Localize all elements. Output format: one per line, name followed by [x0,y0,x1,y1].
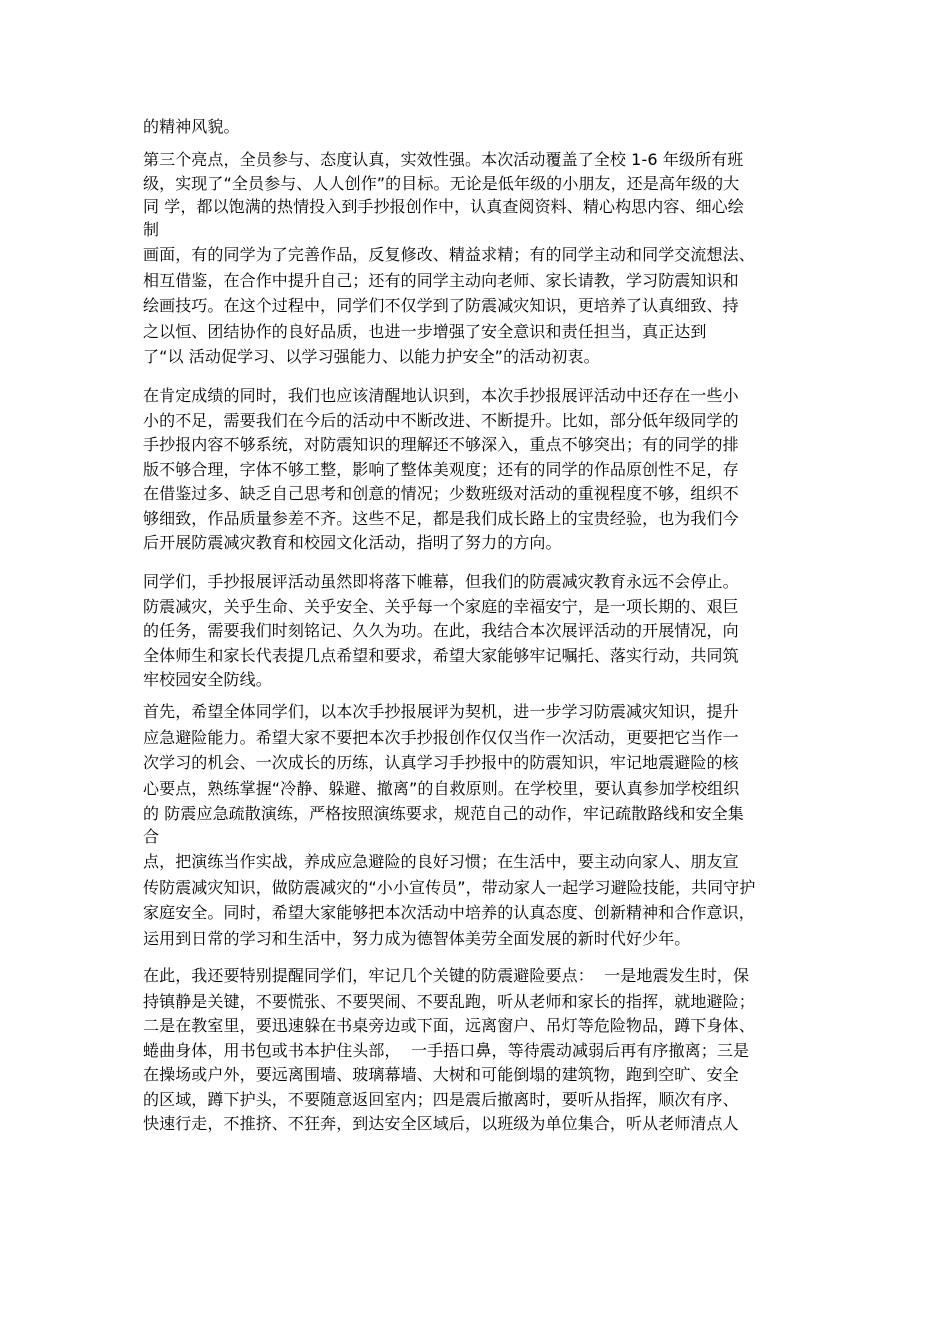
text-line: 蜷曲身体，用书包或书本护住头部， 一手捂口鼻，等待震动减弱后再有序撤离；三是 [143,1040,750,1060]
text-line: 传防震减灾知识，做防震减灾的“小小宣传员”，带动家人一起学习避险技能，共同守护 [143,877,756,897]
text-line: 了“以 活动促学习、以学习强能力、以能力护安全”的活动初衷。 [143,347,600,366]
paragraph-call-to-action [143,571,823,692]
text-line: 防震减灾，关乎生命、关乎安全、关乎每一个家庭的幸福安宁，是一项长期的、艰巨 [143,596,739,616]
paragraph-shortcomings [143,385,823,555]
text-line: 够细致，作品质量参差不齐。这些不足，都是我们成长路上的宝贵经验，也为我们今 [143,508,739,528]
text-line: 同学们，手抄报展评活动虽然即将落下帷幕，但我们的防震减灾教育永远不会停止。 [143,572,739,591]
text-line: 家庭安全。同时，希望大家能够把本次活动中培养的认真态度、创新精神和合作意识， [143,903,755,922]
text-line: 持镇静是关键，不要慌张、不要哭闹、不要乱跑，听从老师和家长的指挥，就地避险； [143,991,755,1011]
text-line: 在此，我还要特别提醒同学们，牢记几个关键的防震避险要点： 一是地震发生时，保 [143,966,750,985]
text-line: 相互借鉴，在合作中提升自己；还有的同学主动向老师、家长请教，学习防震知识和 [143,270,739,290]
text-line: 合 [143,826,160,846]
text-line: 绘画技巧。在这个过程中，同学们不仅学到了防震减灾知识，更培养了认真细致、持 [143,296,739,315]
paragraph-safety-points [143,965,823,1136]
text-line: 之以恒、团结协作的良好品质，也进一步增强了安全意识和责任担当，真正达到 [143,321,707,341]
text-line: 在操场或户外，要远离围墙、玻璃幕墙、大树和可能倒塌的建筑物，跑到空旷、安全 [143,1065,739,1084]
text-line: 应急避险能力。希望大家不要把本次手抄报创作仅仅当作一次活动，更要把它当作一 [143,727,739,747]
text-line: 快速行走，不推挤、不狂奔，到达安全区域后，以班级为单位集合，听从老师清点人 [143,1114,739,1133]
text-line: 小的不足，需要我们在今后的活动中不断改进、不断提升。比如，部分低年级同学的 [143,410,739,430]
text-line: 的区域，蹲下护头，不要随意返回室内；四是震后撤离时，要听从指挥，顺次有序、 [143,1089,739,1109]
text-line: 的精神风貌。 [143,117,240,136]
text-line: 全体师生和家长代表提几点希望和要求，希望大家能够牢记嘱托、落实行动，共同筑 [143,645,739,665]
text-line: 二是在教室里，要迅速躲在书桌旁边或下面，远离窗户、吊灯等危险物品，蹲下身体、 [143,1016,755,1035]
text-line: 版不够合理，字体不够工整，影响了整体美观度；还有的同学的作品原创性不足，存 [143,459,739,479]
text-line: 次学习的机会、一次成长的历练，认真学习手抄报中的防震知识，牢记地震避险的核 [143,753,739,772]
text-line: 运用到日常的学习和生活中，努力成为德智体美劳全面发展的新时代好少年。 [143,928,691,948]
text-line: 手抄报内容不够系统，对防震知识的理解还不够深入，重点不够突出；有的同学的排 [143,435,739,454]
text-line: 在借鉴过多、缺乏自己思考和创意的情况；少数班级对活动的重视程度不够，组织不 [143,484,739,503]
text-line: 级，实现了“全员参与、人人创作”的目标。无论是低年级的小朋友，还是高年级的大 [143,173,740,193]
text-line: 心要点，熟练掌握“冷静、躲避、撤离”的自救原则。在学校里，要认真参加学校组织 [143,778,740,798]
text-line: 牢校园安全防线。 [143,670,272,689]
text-line: 第三个亮点，全员参与、态度认真，实效性强。本次活动覆盖了全校 1-6 年级所有班 [143,150,744,169]
text-line: 在肯定成绩的同时，我们也应该清醒地认识到，本次手抄报展评活动中还存在一些小 [143,386,739,405]
text-line: 的任务，需要我们时刻铭记、久久为功。在此，我结合本次展评活动的开展情况，向 [143,621,739,640]
text-line: 制 [143,219,160,239]
text-line: 点，把演练当作实战，养成应急避险的良好习惯；在生活中，要主动向家人、朋友宣 [143,852,739,871]
paragraph-third-highlight [143,149,823,369]
text-line: 画面，有的同学为了完善作品，反复修改、精益求精；有的同学主动和同学交流想法、 [143,245,755,264]
text-line: 的 防震应急疏散演练，严格按照演练要求，规范自己的动作，牢记疏散路线和安全集 [143,804,744,823]
paragraph-intro-tail [143,116,823,139]
text-line: 首先，希望全体同学们，以本次手抄报展评为契机，进一步学习防震减灾知识，提升 [143,702,739,721]
text-line: 后开展防震减灾教育和校园文化活动，指明了努力的方向。 [143,533,562,552]
paragraph-first-hope [143,701,823,950]
text-line: 同 学，都以饱满的热情投入到手抄报创作中，认真查阅资料、精心构思内容、细心绘 [143,197,744,216]
